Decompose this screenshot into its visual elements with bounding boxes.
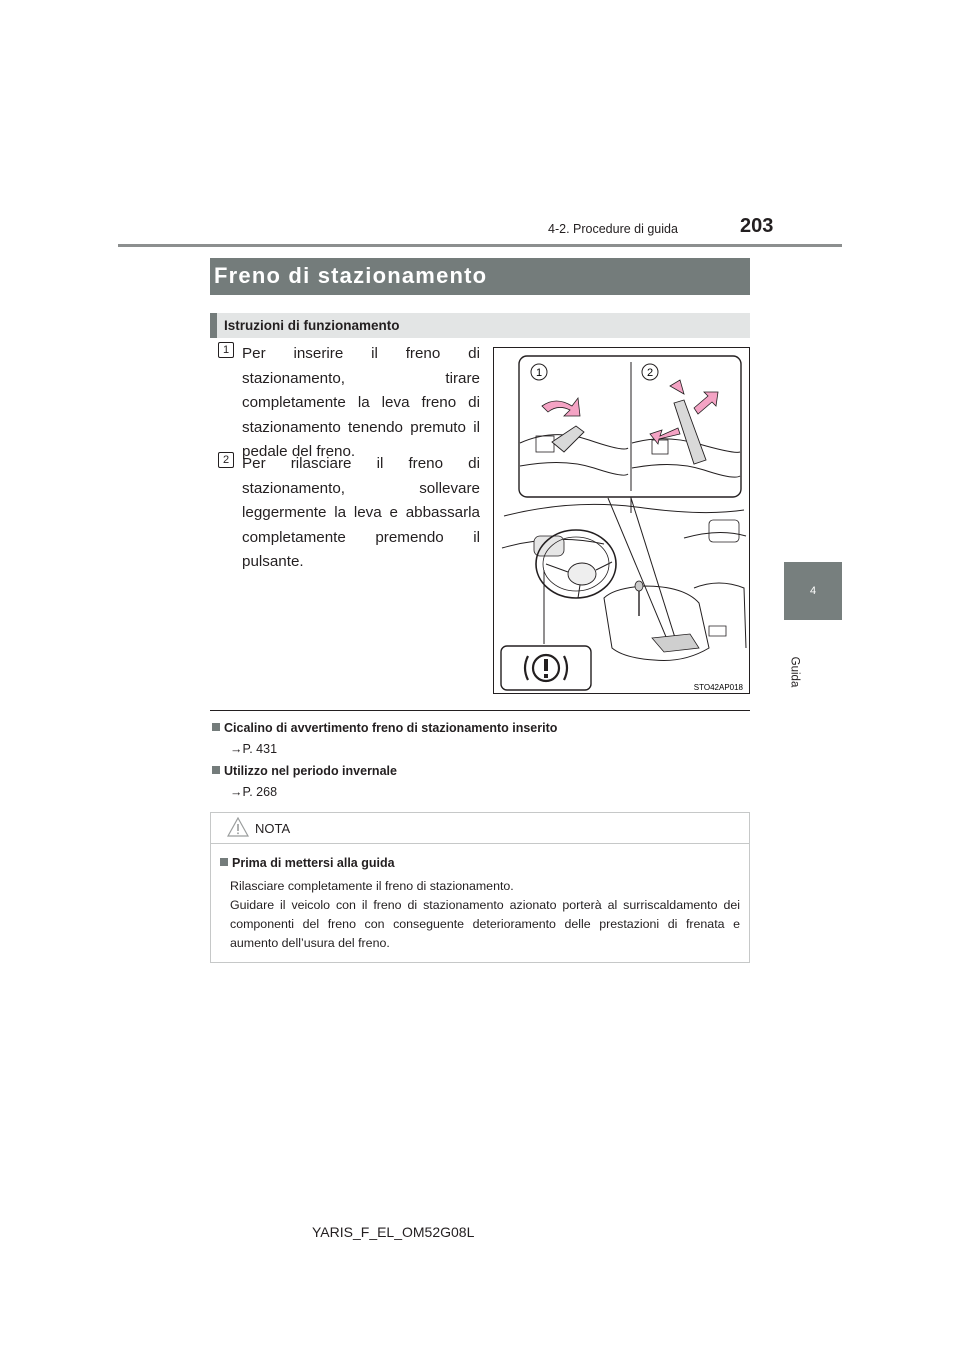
callout-1-label: 1 [535, 367, 543, 379]
step-number-2-icon: 2 [218, 452, 234, 468]
note-bullet-icon [212, 766, 220, 774]
section-divider [210, 710, 750, 711]
pointer-line-b [608, 498, 669, 644]
exclamation-dot [544, 674, 548, 678]
caution-body [230, 877, 740, 953]
chapter-label [779, 652, 809, 692]
step-number-1-icon: 1 [218, 342, 234, 358]
note-heading-1 [212, 721, 557, 735]
dashboard-top [504, 504, 744, 516]
note-bullet-icon [212, 723, 220, 731]
page-reference-2[interactable]: →P. 268 [230, 785, 278, 799]
air-vent-right [709, 520, 739, 542]
pointer-line-a [631, 498, 677, 644]
note-heading-2 [212, 764, 397, 778]
chapter-label-text: Guida [788, 656, 800, 688]
page-reference-1[interactable]: →P. 431 [230, 742, 278, 756]
seat-belt-buckle [709, 626, 726, 636]
illustration-svg [494, 348, 750, 694]
caution-line-2: Guidare il veicolo con il freno di stazionamento azionato porterà al surriscaldamento dei componenti del freno con conseguente deterioramento delle prestazioni di frenata e aumento dell’usura del freno. [230, 898, 740, 950]
caution-bullet-icon [220, 858, 228, 866]
dashboard-right [684, 532, 746, 538]
warning-triangle-icon [227, 817, 249, 837]
callout-2-label: 2 [646, 367, 654, 379]
manual-code-footer: YARIS_F_EL_OM52G08L [312, 1224, 475, 1240]
steering-spoke-left [546, 564, 568, 572]
steering-spoke-right [596, 562, 612, 570]
steering-hub [568, 563, 596, 585]
subheading-bar [210, 313, 750, 338]
inset-frame [519, 356, 741, 497]
chapter-tab: 4 [784, 562, 842, 620]
parking-brake-lever [652, 634, 699, 652]
section-reference: 4-2. Procedure di guida [548, 222, 678, 236]
step-1-text: Per inserire il freno di stazionamento, tirare completamente la leva freno di stazionamento tenendo premuto il pedale del freno. [242, 345, 480, 460]
caution-line-1: Rilasciare completamente il freno di stazionamento. [230, 879, 514, 893]
center-console [604, 586, 709, 661]
caution-heading-text: Prima di mettersi alla guida [232, 856, 395, 870]
note-heading-2-text: Utilizzo nel periodo invernale [224, 764, 397, 778]
caution-box [210, 812, 750, 963]
header-divider [118, 244, 842, 247]
exclamation-bar [544, 659, 548, 671]
gear-shift-knob [635, 581, 643, 591]
subheading: Istruzioni di funzionamento [224, 318, 400, 333]
caution-title: NOTA [255, 821, 291, 836]
note-heading-1-text: Cicalino di avvertimento freno di stazionamento inserito [224, 721, 558, 735]
figure-code: STO42AP018 [693, 683, 743, 692]
subheading-accent [210, 313, 217, 338]
parking-brake-illustration [493, 347, 750, 694]
page-title-bar [210, 258, 750, 295]
caution-heading [220, 856, 395, 870]
caution-header [211, 813, 749, 844]
page-title: Freno di stazionamento [214, 263, 488, 288]
page-number: 203 [740, 215, 774, 237]
step-2-text: Per rilasciare il freno di stazionamento, sollevare leggermente la leva e abbassarla completamente premendo il pulsante. [242, 455, 480, 570]
steering-spoke-bottom [578, 585, 580, 598]
